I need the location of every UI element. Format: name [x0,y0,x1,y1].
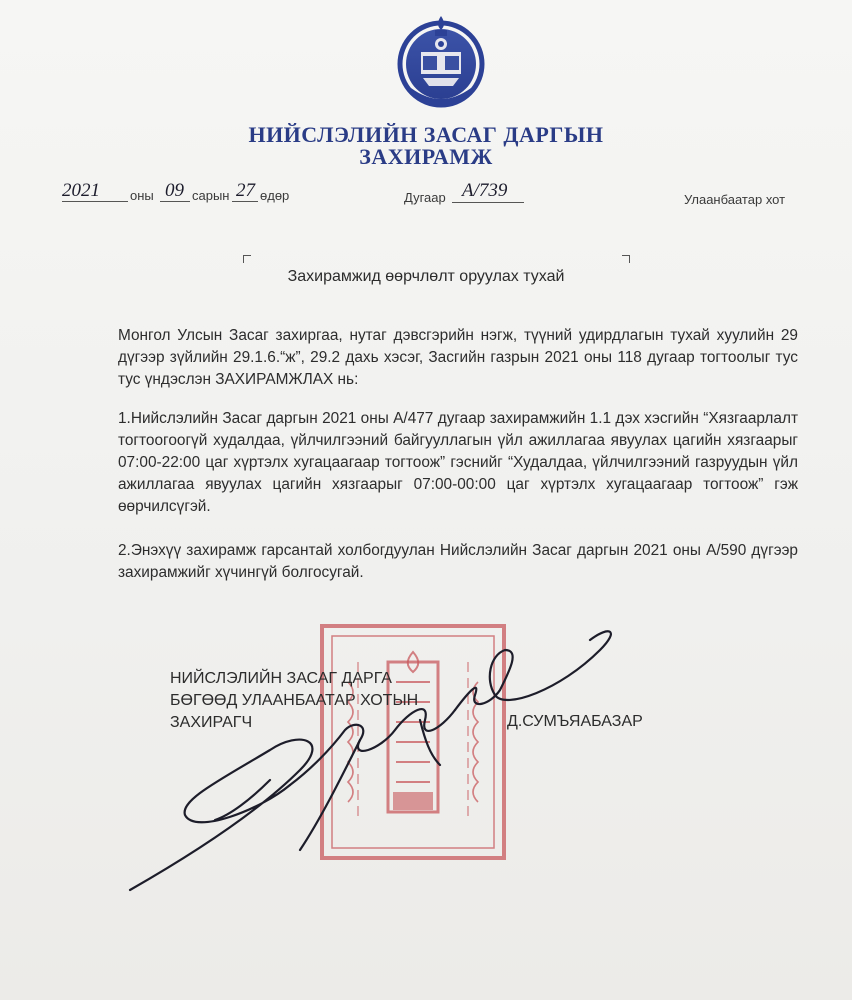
year-underline [62,201,128,202]
month-suffix: сарын [192,188,230,203]
signatory-title-line2: БӨГӨӨД УЛААНБААТАР ХОТЫН [170,692,419,709]
month-underline [160,201,190,202]
paragraph-item-2-text: 2.Энэхүү захирамж гарсантай холбогдуулан Нийслэлийн Засаг даргын 2021 оны А/590 дүгээр захирамжийг хүчингүй болгосугай. [118,542,798,581]
paragraph-preamble-text: Монгол Улсын Засаг захиргаа, нутаг дэвсгэрийн нэгж, түүний удирдлагын тухай хуулийн 29 дүгээр зүйлийн 29.1.6.“ж”, 29.2 дахь хэсэг, Засгийн газрын 2021 оны 118 дугаар тогтоолыг тус тус үндэслэн ЗАХИРАМЖЛАХ нь: [118,327,798,388]
mongolia-state-emblem-icon [393,12,489,116]
paragraph-item-2 [118,540,798,584]
document-title [0,124,852,168]
date-year: 2021 [62,180,100,201]
paragraph-item-1-text: 1.Нийслэлийн Засаг даргын 2021 оны А/477 дугаар захирамжийн 1.1 дэх хэсгийн “Хязгаарлалт тогтоогоогүй худалдаа, үйлчилгээний байгууллагын үйл ажиллагаа явуулах цагийн хязгаарыг 07:00-22:00 цаг хүртэлх хугацаагаар тогтоож” гэснийг “Худалдаа, үйлчилгээний газруудын үйл ажиллагаа явуулах цагийн хязгаарыг 07:00-00:00 цаг хүртэлх хугацаагаар тогтоож” гэж өөрчилсүгэй. [118,410,798,515]
subject-corner-left [243,255,251,263]
paragraph-item-1 [118,408,798,518]
date-day: 27 [236,180,255,201]
signatory-name: Д.СУМЪЯАБАЗАР [507,713,643,730]
subject-corner-right [622,255,630,263]
handwritten-signature-icon [0,600,852,920]
year-suffix: оны [130,188,154,203]
number-underline [452,202,524,203]
document-title-line2: ЗАХИРАМЖ [359,144,493,169]
day-underline [232,201,258,202]
signatory-title-line3: ЗАХИРАГЧ [170,714,253,731]
document-title-line1: НИЙСЛЭЛИЙН ЗАСАГ ДАРГЫН [248,122,604,147]
document-subject: Захирамжид өөрчлөлт оруулах тухай [287,268,565,285]
day-suffix: өдөр [260,188,290,203]
date-line [0,182,852,212]
signatory-title-line1: НИЙСЛЭЛИЙН ЗАСАГ ДАРГА [170,670,392,687]
date-month: 09 [165,180,184,201]
document-number: А/739 [462,180,508,201]
city-label: Улаанбаатар хот [684,192,786,207]
number-label: Дугаар [404,190,446,205]
paragraph-preamble [118,325,798,391]
